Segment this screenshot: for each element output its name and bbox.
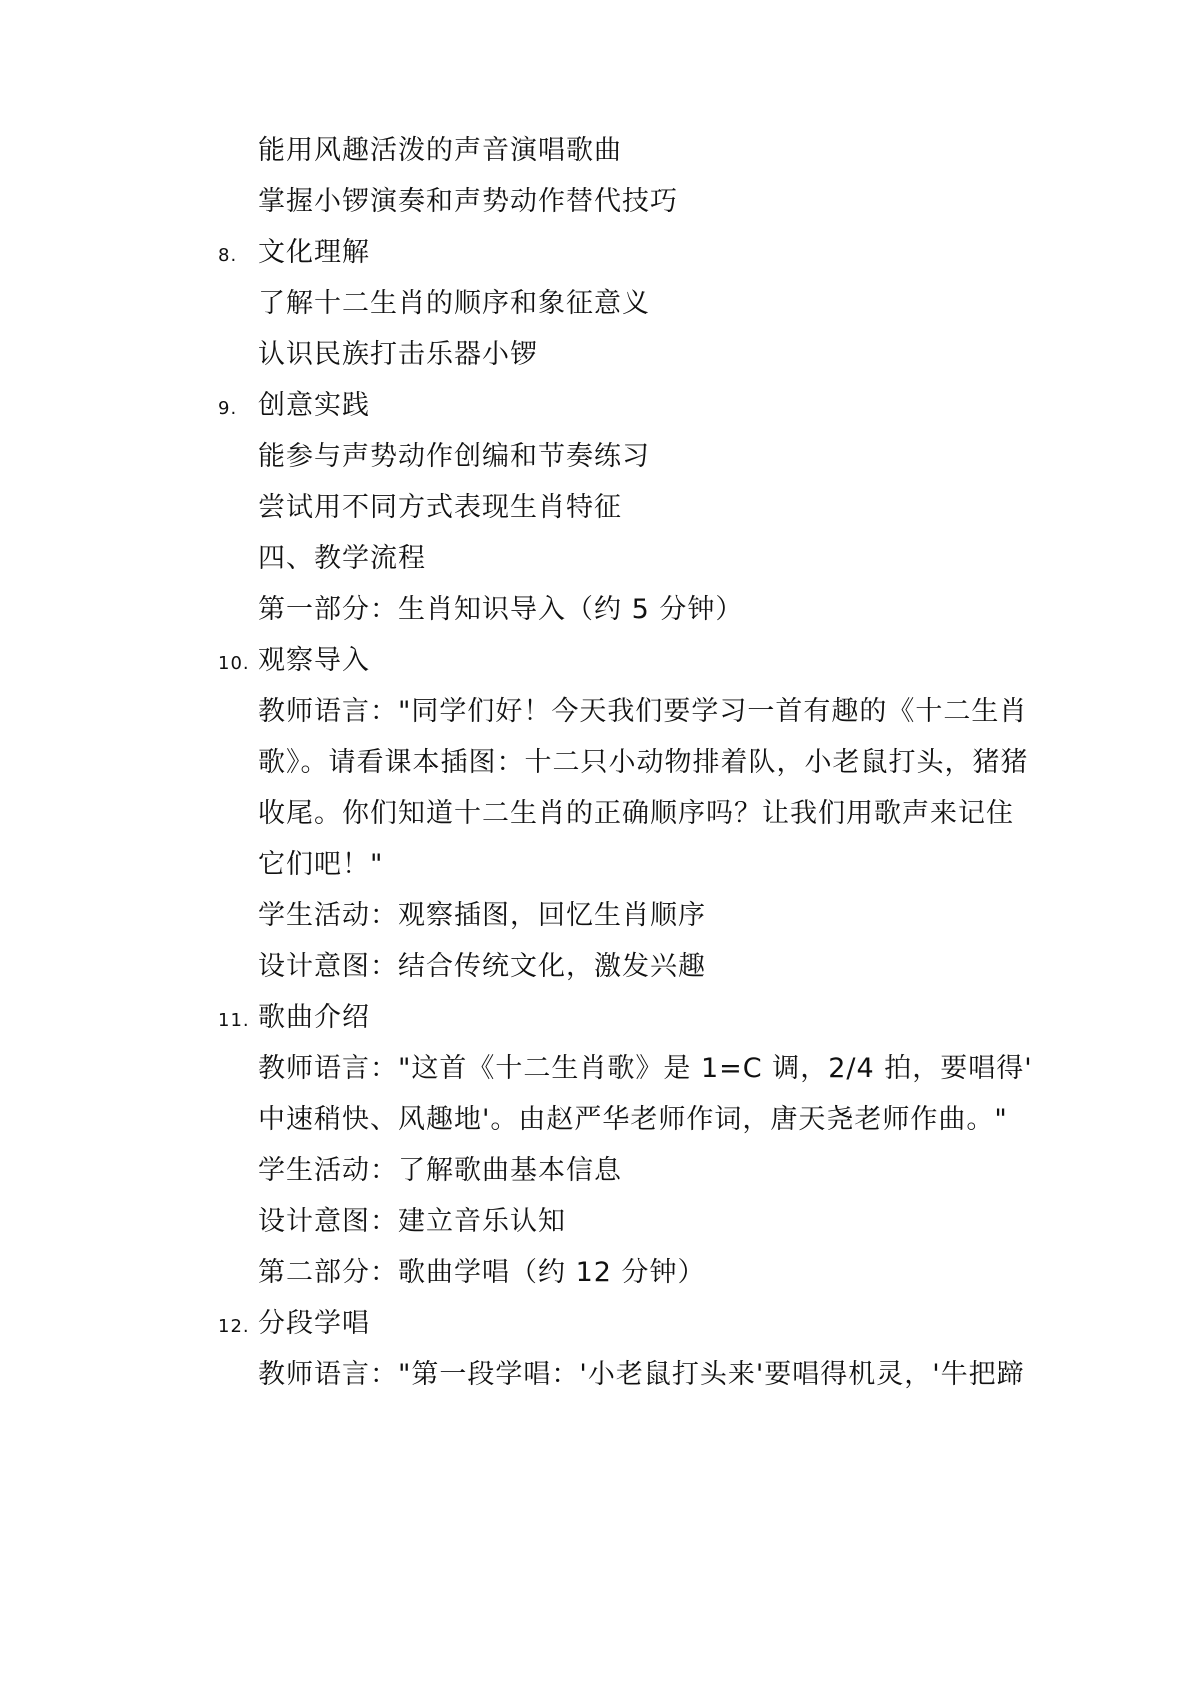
list-number: 8. [218, 245, 238, 266]
text-line: 学生活动：了解歌曲基本信息 [258, 1155, 622, 1186]
heading-text: 创意实践 [258, 390, 370, 421]
text-line: 认识民族打击乐器小锣 [258, 339, 538, 370]
list-number: 9. [218, 398, 238, 419]
heading-text: 歌曲介绍 [258, 1002, 370, 1033]
heading-text: 文化理解 [258, 237, 370, 268]
part-title: 第一部分：生肖知识导入（约 5 分钟） [258, 594, 744, 625]
numbered-heading [218, 998, 370, 1038]
numbered-heading [218, 386, 370, 426]
heading-text: 分段学唱 [258, 1308, 370, 1339]
text-line: 中速稍快、风趣地'。由赵严华老师作词，唐天尧老师作曲。" [258, 1104, 1008, 1135]
numbered-heading [218, 1304, 370, 1344]
section-title: 四、教学流程 [258, 543, 426, 574]
text-line: 掌握小锣演奏和声势动作替代技巧 [258, 186, 678, 217]
list-number: 12. [218, 1316, 250, 1337]
text-line: 它们吧！" [258, 849, 384, 880]
list-number: 11. [218, 1010, 250, 1031]
text-line: 能参与声势动作创编和节奏练习 [258, 441, 650, 472]
text-line: 了解十二生肖的顺序和象征意义 [258, 288, 650, 319]
text-line: 教师语言："这首《十二生肖歌》是 1=C 调，2/4 拍，要唱得' [258, 1053, 1033, 1084]
text-line: 设计意图：结合传统文化，激发兴趣 [258, 951, 706, 982]
part-title: 第二部分：歌曲学唱（约 12 分钟） [258, 1257, 706, 1288]
text-line: 歌》。请看课本插图：十二只小动物排着队，小老鼠打头，猪猪 [258, 747, 1029, 778]
text-line: 设计意图：建立音乐认知 [258, 1206, 566, 1237]
numbered-heading [218, 641, 370, 681]
text-line: 教师语言："同学们好！今天我们要学习一首有趣的《十二生肖 [258, 696, 1028, 727]
list-number: 10. [218, 653, 250, 674]
heading-text: 观察导入 [258, 645, 370, 676]
text-line: 收尾。你们知道十二生肖的正确顺序吗？让我们用歌声来记住 [258, 798, 1014, 829]
text-line: 教师语言："第一段学唱：'小老鼠打头来'要唱得机灵，'牛把蹄 [258, 1359, 1025, 1390]
numbered-heading [218, 233, 370, 273]
text-line: 学生活动：观察插图，回忆生肖顺序 [258, 900, 706, 931]
text-line: 能用风趣活泼的声音演唱歌曲 [258, 135, 622, 166]
text-line: 尝试用不同方式表现生肖特征 [258, 492, 622, 523]
